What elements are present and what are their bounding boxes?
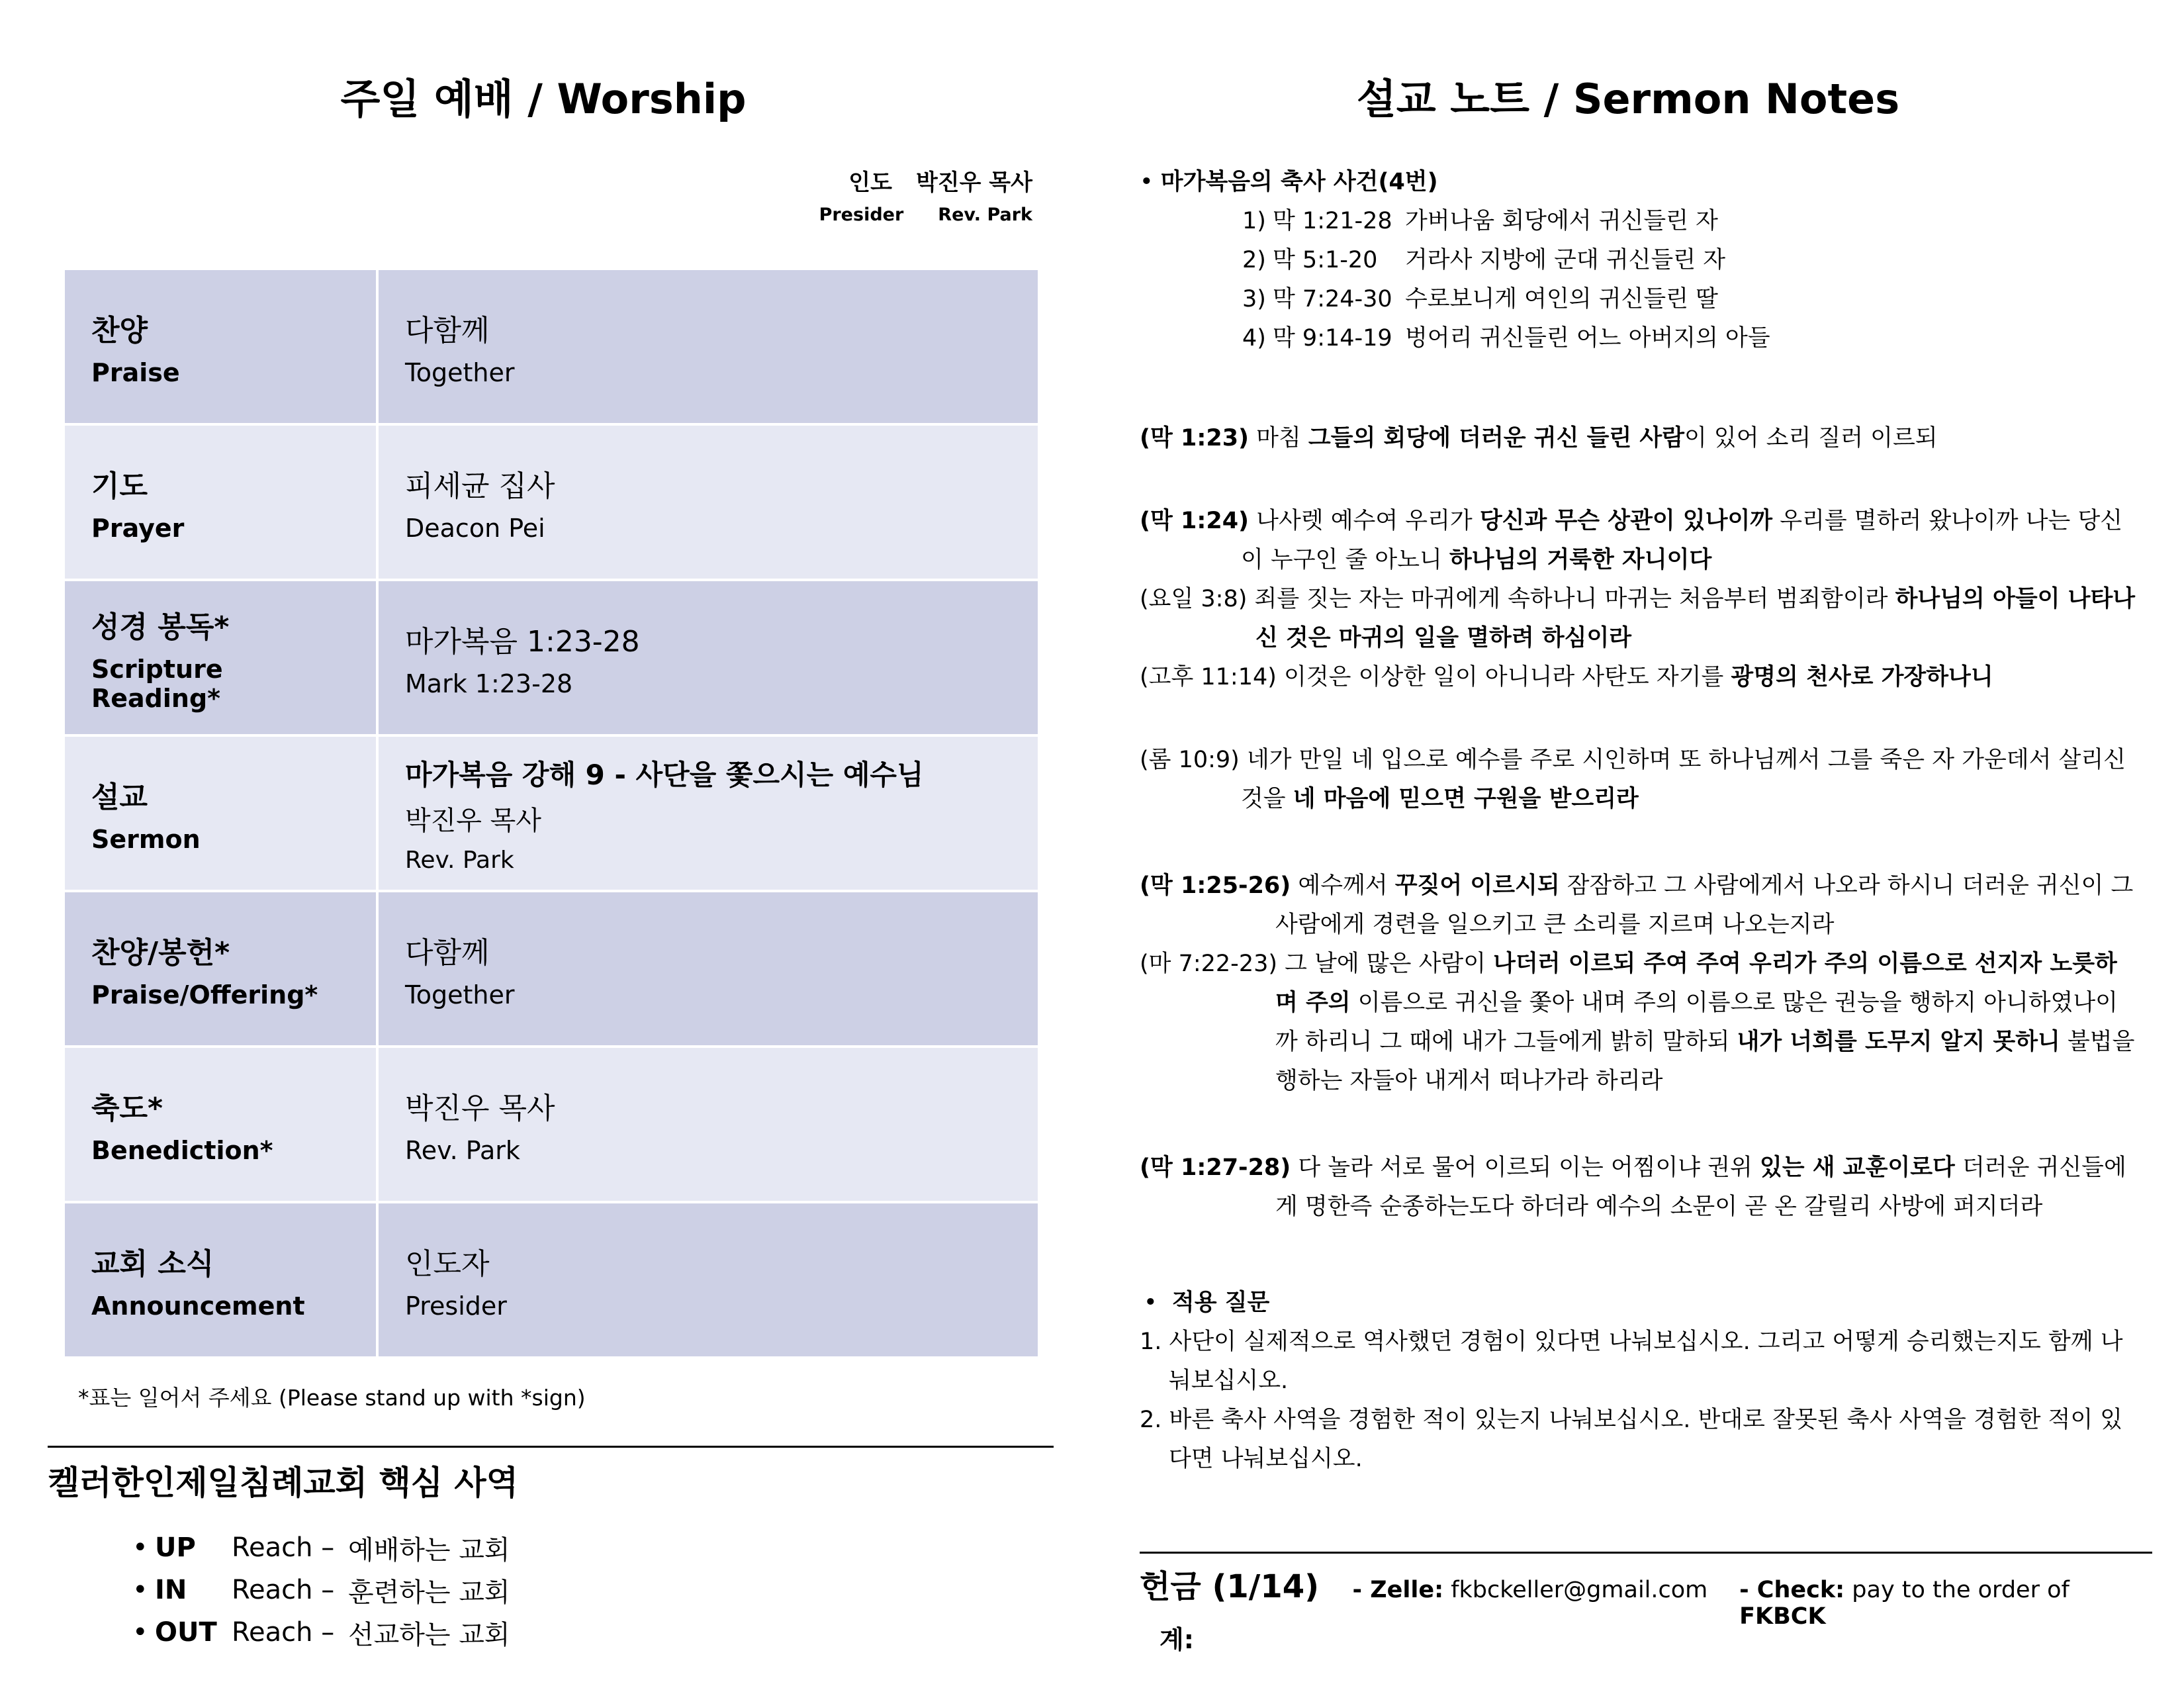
- offering-total-label: 계:: [1160, 1625, 1194, 1654]
- divider: [1140, 1552, 2152, 1554]
- item-en: Scripture Reading*: [91, 654, 223, 713]
- detail-en: Together: [405, 980, 515, 1009]
- bullet-icon: •: [132, 1532, 148, 1563]
- sermon-title: 마가복음 강해 9 - 사단을 쫓으시는 예수님: [405, 758, 924, 791]
- worship-row-benediction: [64, 1047, 1039, 1202]
- item-en: Announcement: [91, 1291, 305, 1321]
- detail-en: Presider: [405, 1291, 507, 1321]
- list-item: 4) 막 9:14-19 벙어리 귀신들린 어느 아버지의 아들: [1242, 325, 1770, 352]
- list-item: • UP Reach – 예배하는 교회: [132, 1532, 510, 1566]
- item-en: Benediction*: [91, 1135, 273, 1165]
- detail-en: Rev. Park: [405, 1135, 520, 1165]
- item-ko: 축도*: [91, 1091, 163, 1125]
- presider-name-en: Rev. Park: [938, 205, 1032, 225]
- questions-heading: • 적용 질문: [1140, 1284, 2138, 1323]
- order-of-worship-table: [62, 267, 1040, 1359]
- detail-ko: 박진우 목사: [405, 1091, 555, 1125]
- verse-rom-10-9: (롬 10:9) 네가 만일 네 입으로 예수를 주로 시인하며 또 하나님께서 그를 죽은 자 가운데서 살리신 것을 네 마음에 믿으면 구원을 받으리라: [1140, 747, 2126, 812]
- presider-name-ko: 박진우 목사: [915, 169, 1032, 196]
- item-en: Praise: [91, 357, 180, 387]
- list-item: • OUT Reach – 선교하는 교회: [132, 1617, 510, 1650]
- zelle-info: - Zelle: fkbckeller@gmail.com: [1352, 1577, 1708, 1603]
- bullet-icon: •: [132, 1617, 148, 1648]
- verse-mark-1-23: (막 1:23) 마침 그들의 회당에 더러운 귀신 들린 사람이 있어 소리 질러 이르되: [1140, 425, 1938, 451]
- list-item: 2. 바른 축사 사역을 경험한 적이 있는지 나눠보십시오. 반대로 잘못된 축사 사역을 경험한 적이 있다면 나눠보십시오.: [1140, 1407, 2123, 1472]
- item-en: Praise/Offering*: [91, 980, 318, 1009]
- presider-label-ko: 인도: [848, 169, 892, 196]
- detail-en: Mark 1:23-28: [405, 669, 573, 698]
- detail-en: Rev. Park: [405, 846, 514, 874]
- item-en: Prayer: [91, 513, 185, 543]
- verse-mark-1-24: (막 1:24) 나사렛 예수여 우리가 당신과 무슨 상관이 있나이까 우리를 멸하러 왔나이까 나는 당신이 누구인 줄 아노니 하나님의 거룩한 자니이다: [1140, 508, 2123, 573]
- worship-row-scripture: [64, 580, 1039, 735]
- detail-ko: 다함께: [405, 313, 490, 348]
- item-en: Sermon: [91, 824, 201, 854]
- bullet-icon: •: [1140, 169, 1161, 195]
- detail-ko: 피세균 집사: [405, 469, 555, 503]
- list-item: 1) 막 1:21-28 가버나움 회당에서 귀신들린 자: [1242, 208, 1718, 234]
- item-ko: 설교: [91, 780, 148, 814]
- exorcism-heading: • 마가복음의 축사 사건(4번): [1140, 169, 1438, 195]
- worship-row-announcement: [64, 1202, 1039, 1358]
- ministry-title: 켈러한인제일침례교회 핵심 사역: [48, 1464, 519, 1502]
- detail-en: Deacon Pei: [405, 513, 545, 543]
- item-ko: 찬양/봉헌*: [91, 935, 230, 970]
- verse-1john-3-8: (요일 3:8) 죄를 짓는 자는 마귀에게 속하나니 마귀는 처음부터 범죄함이라 하나님의 아들이 나타나신 것은 마귀의 일을 멸하려 하심이라: [1140, 586, 2136, 651]
- bullet-icon: •: [132, 1575, 148, 1605]
- presider-block: [662, 164, 1032, 225]
- offering-info: [1140, 1561, 2152, 1630]
- verse-matt-7-22-23: (마 7:22-23) 그 날에 많은 사람이 나더러 이르되 주여 주여 우리가 주의 이름으로 선지자 노릇하며 주의 이름으로 귀신을 쫓아 내며 주의 이름으로 많은 권능을 행하지 아니하였나이까 하리니 그 때에 내가 그들에게 밝히 말하되 내가 너희를 도무지 알지 못하니 불법을 행하는 자들아 내게서 떠나가라 하리라: [1140, 951, 2135, 1094]
- sermon-notes-title: 설교 노트 / Sermon Notes: [1356, 75, 1900, 123]
- check-info: - Check: pay to the order of FKBCK: [1739, 1577, 2070, 1630]
- worship-row-offering: [64, 891, 1039, 1047]
- divider: [48, 1446, 1054, 1448]
- detail-ko: 박진우 목사: [405, 805, 541, 836]
- list-item: 2) 막 5:1-20 거라사 지방에 군대 귀신들린 자: [1242, 247, 1726, 273]
- sermon-notes-body: [1140, 163, 2138, 1479]
- presider-label-en: Presider: [819, 205, 904, 225]
- list-item: • IN Reach – 훈련하는 교회: [132, 1575, 510, 1608]
- exorcism-list: [1140, 202, 2138, 358]
- list-item: 1. 사단이 실제적으로 역사했던 경험이 있다면 나눠보십시오. 그리고 어떻게 승리했는지도 함께 나눠보십시오.: [1140, 1329, 2123, 1394]
- verse-mark-1-27-28: (막 1:27-28) 다 놀라 서로 물어 이르되 이는 어찜이냐 권위 있는 새 교훈이로다 더러운 귀신들에게 명한즉 순종하는도다 하더라 예수의 소문이 곧 온 갈릴리 사방에 퍼지더라: [1140, 1154, 2126, 1220]
- item-ko: 교회 소식: [91, 1246, 214, 1281]
- detail-en: Together: [405, 357, 515, 387]
- detail-ko: 마가복음 1:23-28: [405, 624, 640, 659]
- worship-title: 주일 예배 / Worship: [340, 75, 747, 123]
- worship-row-praise: [64, 269, 1039, 424]
- detail-ko: 다함께: [405, 935, 490, 970]
- questions-list: [1140, 1323, 2138, 1479]
- offering-label: 헌금 (1/14): [1140, 1568, 1320, 1605]
- list-item: 3) 막 7:24-30 수로보니게 여인의 귀신들린 딸: [1242, 286, 1718, 312]
- verse-2cor-11-14: (고후 11:14) 이것은 이상한 일이 아니니라 사탄도 자기를 광명의 천사로 가장하나니: [1140, 664, 1993, 690]
- item-ko: 찬양: [91, 313, 148, 348]
- ministry-list: [132, 1526, 510, 1654]
- worship-row-sermon: [64, 735, 1039, 891]
- item-ko: 성경 봉독*: [91, 610, 230, 644]
- worship-row-prayer: [64, 424, 1039, 580]
- item-ko: 기도: [91, 469, 148, 503]
- verse-mark-1-25-26: (막 1:25-26) 예수께서 꾸짖어 이르시되 잠잠하고 그 사람에게서 나오라 하시니 더러운 귀신이 그 사람에게 경련을 일으키고 큰 소리를 지르며 나오는지라: [1140, 872, 2134, 938]
- stand-note: *표는 일어서 주세요 (Please stand up with *sign): [78, 1385, 586, 1411]
- detail-ko: 인도자: [405, 1246, 490, 1281]
- bullet-icon: •: [1144, 1289, 1172, 1316]
